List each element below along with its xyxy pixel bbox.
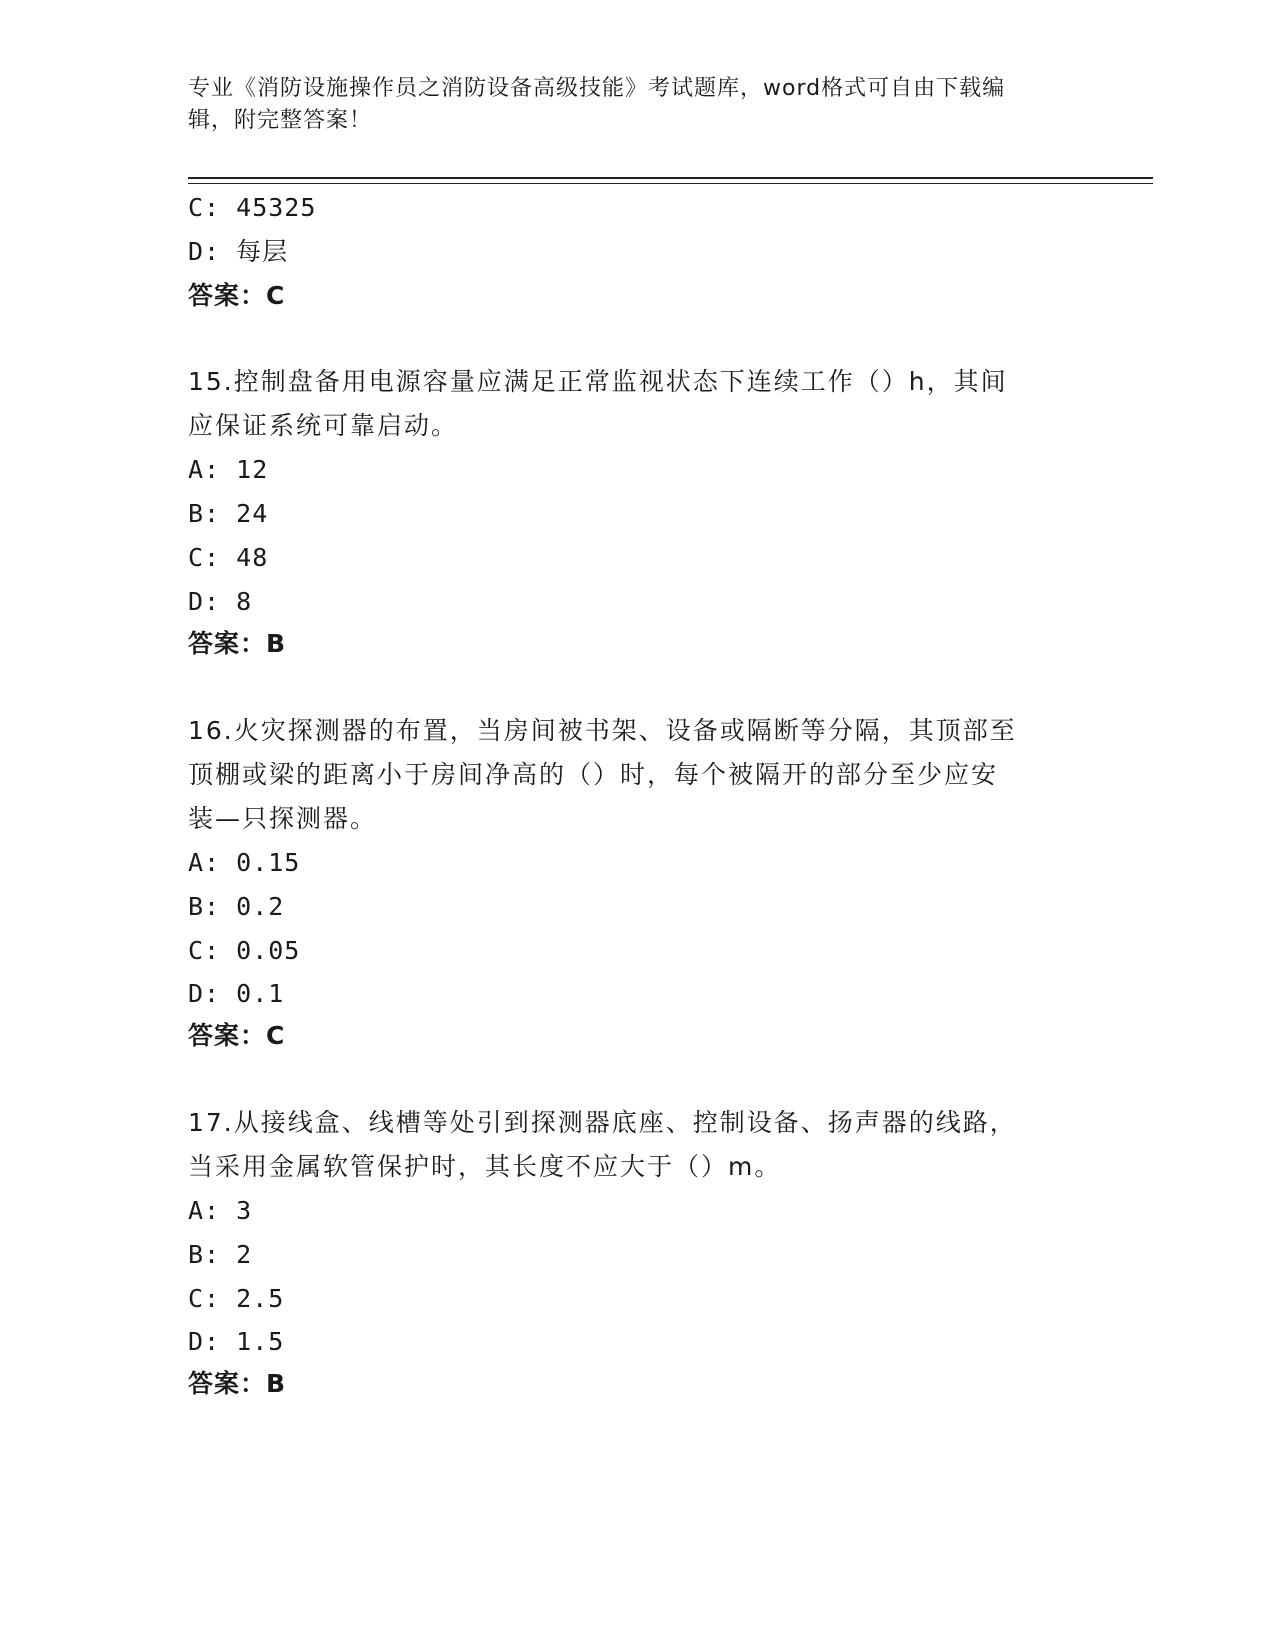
option-c: C: 45325 [188, 193, 317, 222]
question-16-line-3: 装—只探测器。 [188, 804, 378, 833]
question-16-line-2: 顶棚或梁的距离小于房间净高的（）时，每个被隔开的部分至少应安 [188, 760, 999, 789]
question-16-option-a: A: 0.15 [188, 848, 301, 877]
question-17-option-a: A: 3 [188, 1196, 253, 1225]
question-16-option-d: D: 0.1 [188, 979, 285, 1008]
question-16-line-1: 16.火灾探测器的布置，当房间被书架、设备或隔断等分隔，其顶部至 [188, 716, 1017, 745]
question-17-line-1: 17.从接线盒、线槽等处引到探测器底座、控制设备、扬声器的线路， [188, 1108, 1017, 1137]
question-15-option-a: A: 12 [188, 455, 269, 484]
header-divider-thin [188, 183, 1153, 184]
question-16-option-b: B: 0.2 [188, 892, 285, 921]
question-15-line-1: 15.控制盘备用电源容量应满足正常监视状态下连续工作（）h，其间 [188, 367, 1008, 396]
option-d: D: 每层 [188, 237, 289, 266]
question-15-line-2: 应保证系统可靠启动。 [188, 411, 459, 440]
header-line-1: 专业《消防设施操作员之消防设备高级技能》考试题库，word格式可自由下载编 [188, 76, 1006, 101]
question-16-answer: 答案：C [188, 1021, 286, 1050]
header-line-2: 辑，附完整答案！ [188, 108, 373, 133]
answer-line: 答案：C [188, 281, 286, 310]
question-17-option-d: D: 1.5 [188, 1327, 285, 1356]
question-15-answer: 答案：B [188, 629, 287, 658]
question-16-option-c: C: 0.05 [188, 936, 301, 965]
header-divider-thick [188, 177, 1153, 179]
page-header [188, 73, 1068, 137]
question-15-option-b: B: 24 [188, 499, 269, 528]
question-15-option-c: C: 48 [188, 543, 269, 572]
question-17-option-c: C: 2.5 [188, 1284, 285, 1313]
question-17-answer: 答案：B [188, 1369, 287, 1398]
question-15-option-d: D: 8 [188, 587, 253, 616]
question-17-option-b: B: 2 [188, 1240, 253, 1269]
question-17-line-2: 当采用金属软管保护时，其长度不应大于（）m。 [188, 1152, 782, 1181]
